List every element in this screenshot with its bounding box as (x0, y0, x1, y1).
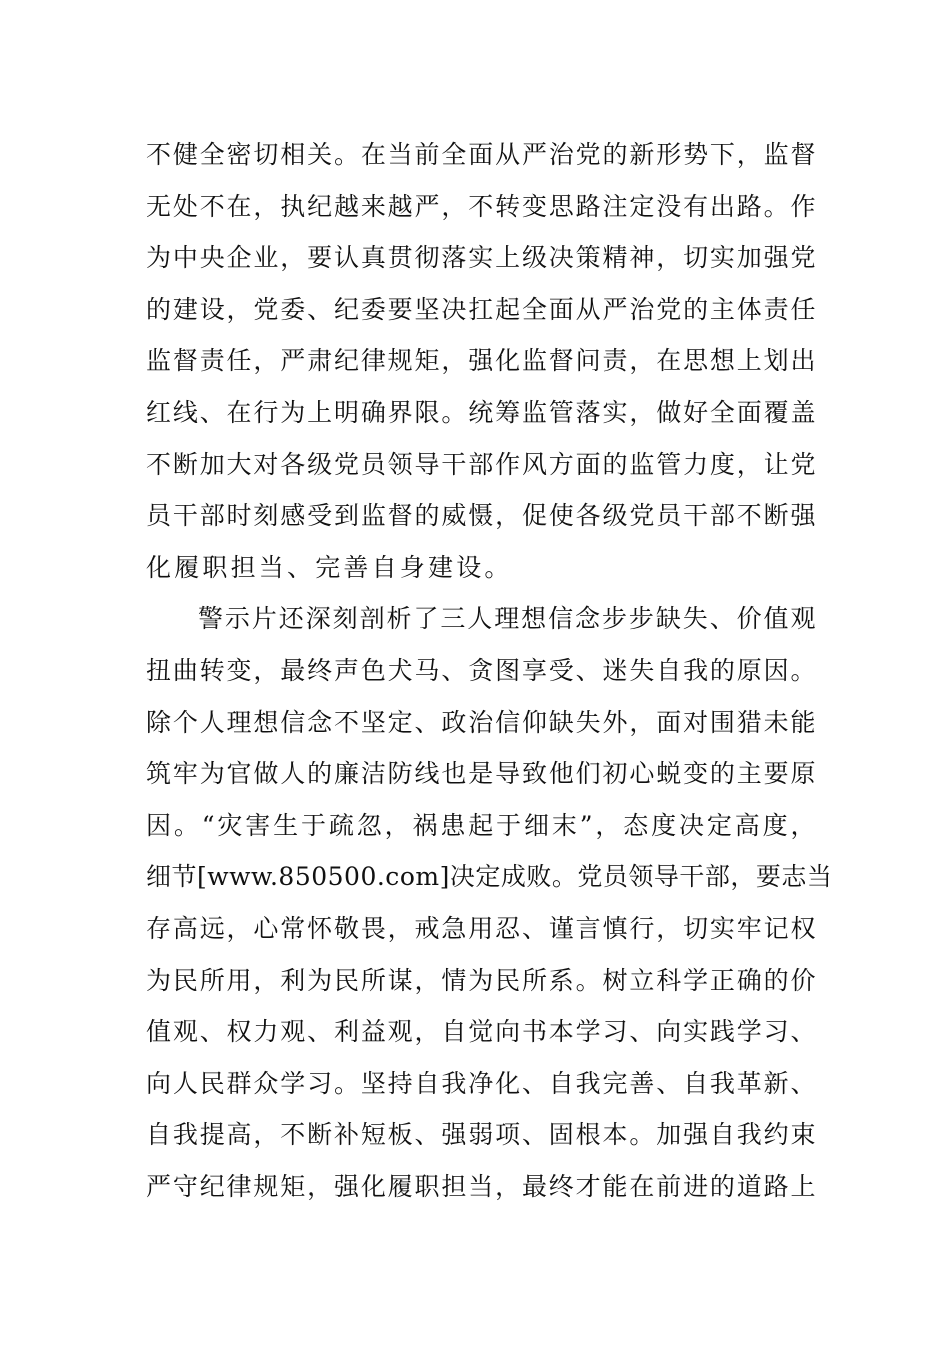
text-line: 存高远，心常怀敬畏，戒急用忍、谨言慎行，切实牢记权 (146, 913, 816, 943)
text-line: 为中央企业，要认真贯彻落实上级决策精神，切实加强党 (146, 243, 816, 273)
paragraph-start-line: 警示片还深刻剖析了三人理想信念步步缺失、价值观 (198, 604, 816, 634)
text-line: 除个人理想信念不坚定、政治信仰缺失外，面对围猎未能 (146, 707, 816, 737)
paragraph-end-line: 化履职担当、完善自身建设。 (146, 552, 513, 582)
text-line: 不断加大对各级党员领导干部作风方面的监管力度，让党 (146, 449, 816, 479)
text-line: 无处不在，执纪越来越严，不转变思路注定没有出路。作 (146, 191, 816, 221)
text-line: 值观、权力观、利益观，自觉向书本学习、向实践学习、 (146, 1017, 816, 1047)
text-line: 严守纪律规矩，强化履职担当，最终才能在前进的道路上 (146, 1171, 816, 1201)
text-line: 筑牢为官做人的廉洁防线也是导致他们初心蜕变的主要原 (146, 759, 816, 789)
text-line: 为民所用，利为民所谋，情为民所系。树立科学正确的价 (146, 965, 816, 995)
text-line: 因。“灾害生于疏忽，祸患起于细末”，态度决定高度， (146, 810, 816, 840)
text-line: 员干部时刻感受到监督的威慑，促使各级党员干部不断强 (146, 501, 816, 531)
text-line: 不健全密切相关。在当前全面从严治党的新形势下，监督 (146, 140, 816, 169)
text-line: 扭曲转变，最终声色犬马、贪图享受、迷失自我的原因。 (146, 655, 816, 685)
text-line: 监督责任，严肃纪律规矩，强化监督问责，在思想上划出 (146, 346, 816, 376)
text-line: 红线、在行为上明确界限。统筹监管落实，做好全面覆盖 (146, 397, 816, 427)
text-line: 自我提高，不断补短板、强弱项、固根本。加强自我约束 (146, 1120, 816, 1150)
body-text (146, 134, 833, 1217)
text-line: 细节[www.850500.com]决定成败。党员领导干部，要志当 (146, 862, 833, 892)
text-line: 向人民群众学习。坚持自我净化、自我完善、自我革新、 (146, 1068, 816, 1098)
text-line: 的建设，党委、纪委要坚决扛起全面从严治党的主体责任 (146, 294, 816, 324)
